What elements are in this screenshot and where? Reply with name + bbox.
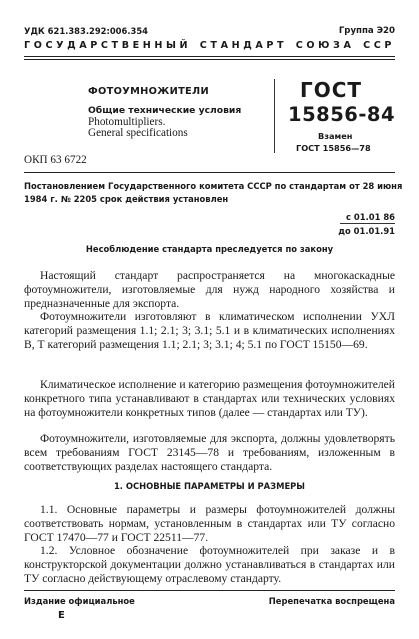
replaces-label: Взамен bbox=[318, 131, 353, 141]
gost-number: 15856-84 bbox=[288, 103, 396, 126]
paragraph-climatic: Фотоумножители изготовляют в климатическом исполнении УХЛ категорий размещения 1.1; 2.1; 3; 3.1; 5.1 и в климатических исполнениях В, Т категорий размещения 1.1; 2.1; 3; 3.1; 4; 5.1 по ГОСТ 15150—69. bbox=[24, 310, 395, 351]
decree-line1: Постановлением Государственного комитета СССР по стандартам от 28 июня bbox=[24, 181, 403, 191]
english-title-line1: Photomultipliers. bbox=[88, 116, 166, 128]
title-block-rule bbox=[24, 172, 395, 173]
group-code: Группа Э20 bbox=[338, 26, 395, 36]
validity-from: с 01.01 86 bbox=[346, 212, 395, 222]
document-subtitle: Общие технические условия bbox=[88, 105, 242, 116]
state-standard-banner: ГОСУДАРСТВЕННЫЙ СТАНДАРТ СОЮЗА ССР bbox=[24, 40, 395, 51]
decree-line2: 1984 г. № 2205 срок действия установлен bbox=[24, 194, 229, 204]
udk-code: УДК 621.383.292:006.354 bbox=[24, 26, 148, 36]
replaces-number: ГОСТ 15856—78 bbox=[296, 143, 371, 153]
english-title-line2: General specifications bbox=[88, 127, 188, 139]
title-divider bbox=[274, 79, 275, 153]
footer-rule bbox=[24, 590, 395, 591]
document-title: ФОТОУМНОЖИТЕЛИ bbox=[88, 86, 209, 97]
validity-to: до 01.01.91 bbox=[338, 226, 395, 236]
paragraph-export: Фотоумножители, изготовляемые для экспорта, должны удовлетворять всем требованиям ГОСТ 23145—78 и требованиям, изложенным в соответствующих разделах настоящего стандарта. bbox=[24, 432, 395, 473]
edition-letter: Е bbox=[58, 610, 65, 621]
gost-label: ГОСТ bbox=[300, 78, 363, 102]
law-warning: Несоблюдение стандарта преследуется по закону bbox=[85, 244, 334, 254]
paragraph-placement: Климатическое исполнение и категорию размещения фотоумножителей конкретного типа устанавливают в стандартах или технических условиях на фотоумножители конкретных типов (далее — стандартах или ТУ). bbox=[24, 378, 396, 419]
paragraph-scope: Настоящий стандарт распространяется на многокаскадные фотоумножители, изготовляемые для нужд народного хозяйства и предназначенные для экспорта. bbox=[24, 269, 395, 310]
validity-divider bbox=[340, 223, 395, 224]
clause-1-2: 1.2. Условное обозначение фотоумножителей при заказе и в конструкторской документации должно устанавливаться в стандартах или ТУ согласно действующему отраслевому стандарту. bbox=[24, 544, 395, 585]
official-edition: Издание официальное bbox=[24, 596, 135, 606]
clause-1-1: 1.1. Основные параметры и размеры фотоумножителей должны соответствовать нормам, установленным в стандартах или ТУ согласно ГОСТ 17470—77 и ГОСТ 22511—77. bbox=[24, 503, 395, 544]
header-top-rule bbox=[24, 56, 395, 57]
header-bottom-rule bbox=[24, 59, 395, 60]
reprint-prohibited: Перепечатка воспрещена bbox=[268, 596, 395, 606]
section-1-title: 1. ОСНОВНЫЕ ПАРАМЕТРЫ И РАЗМЕРЫ bbox=[113, 481, 305, 491]
okp-code: ОКП 63 6722 bbox=[24, 154, 87, 166]
